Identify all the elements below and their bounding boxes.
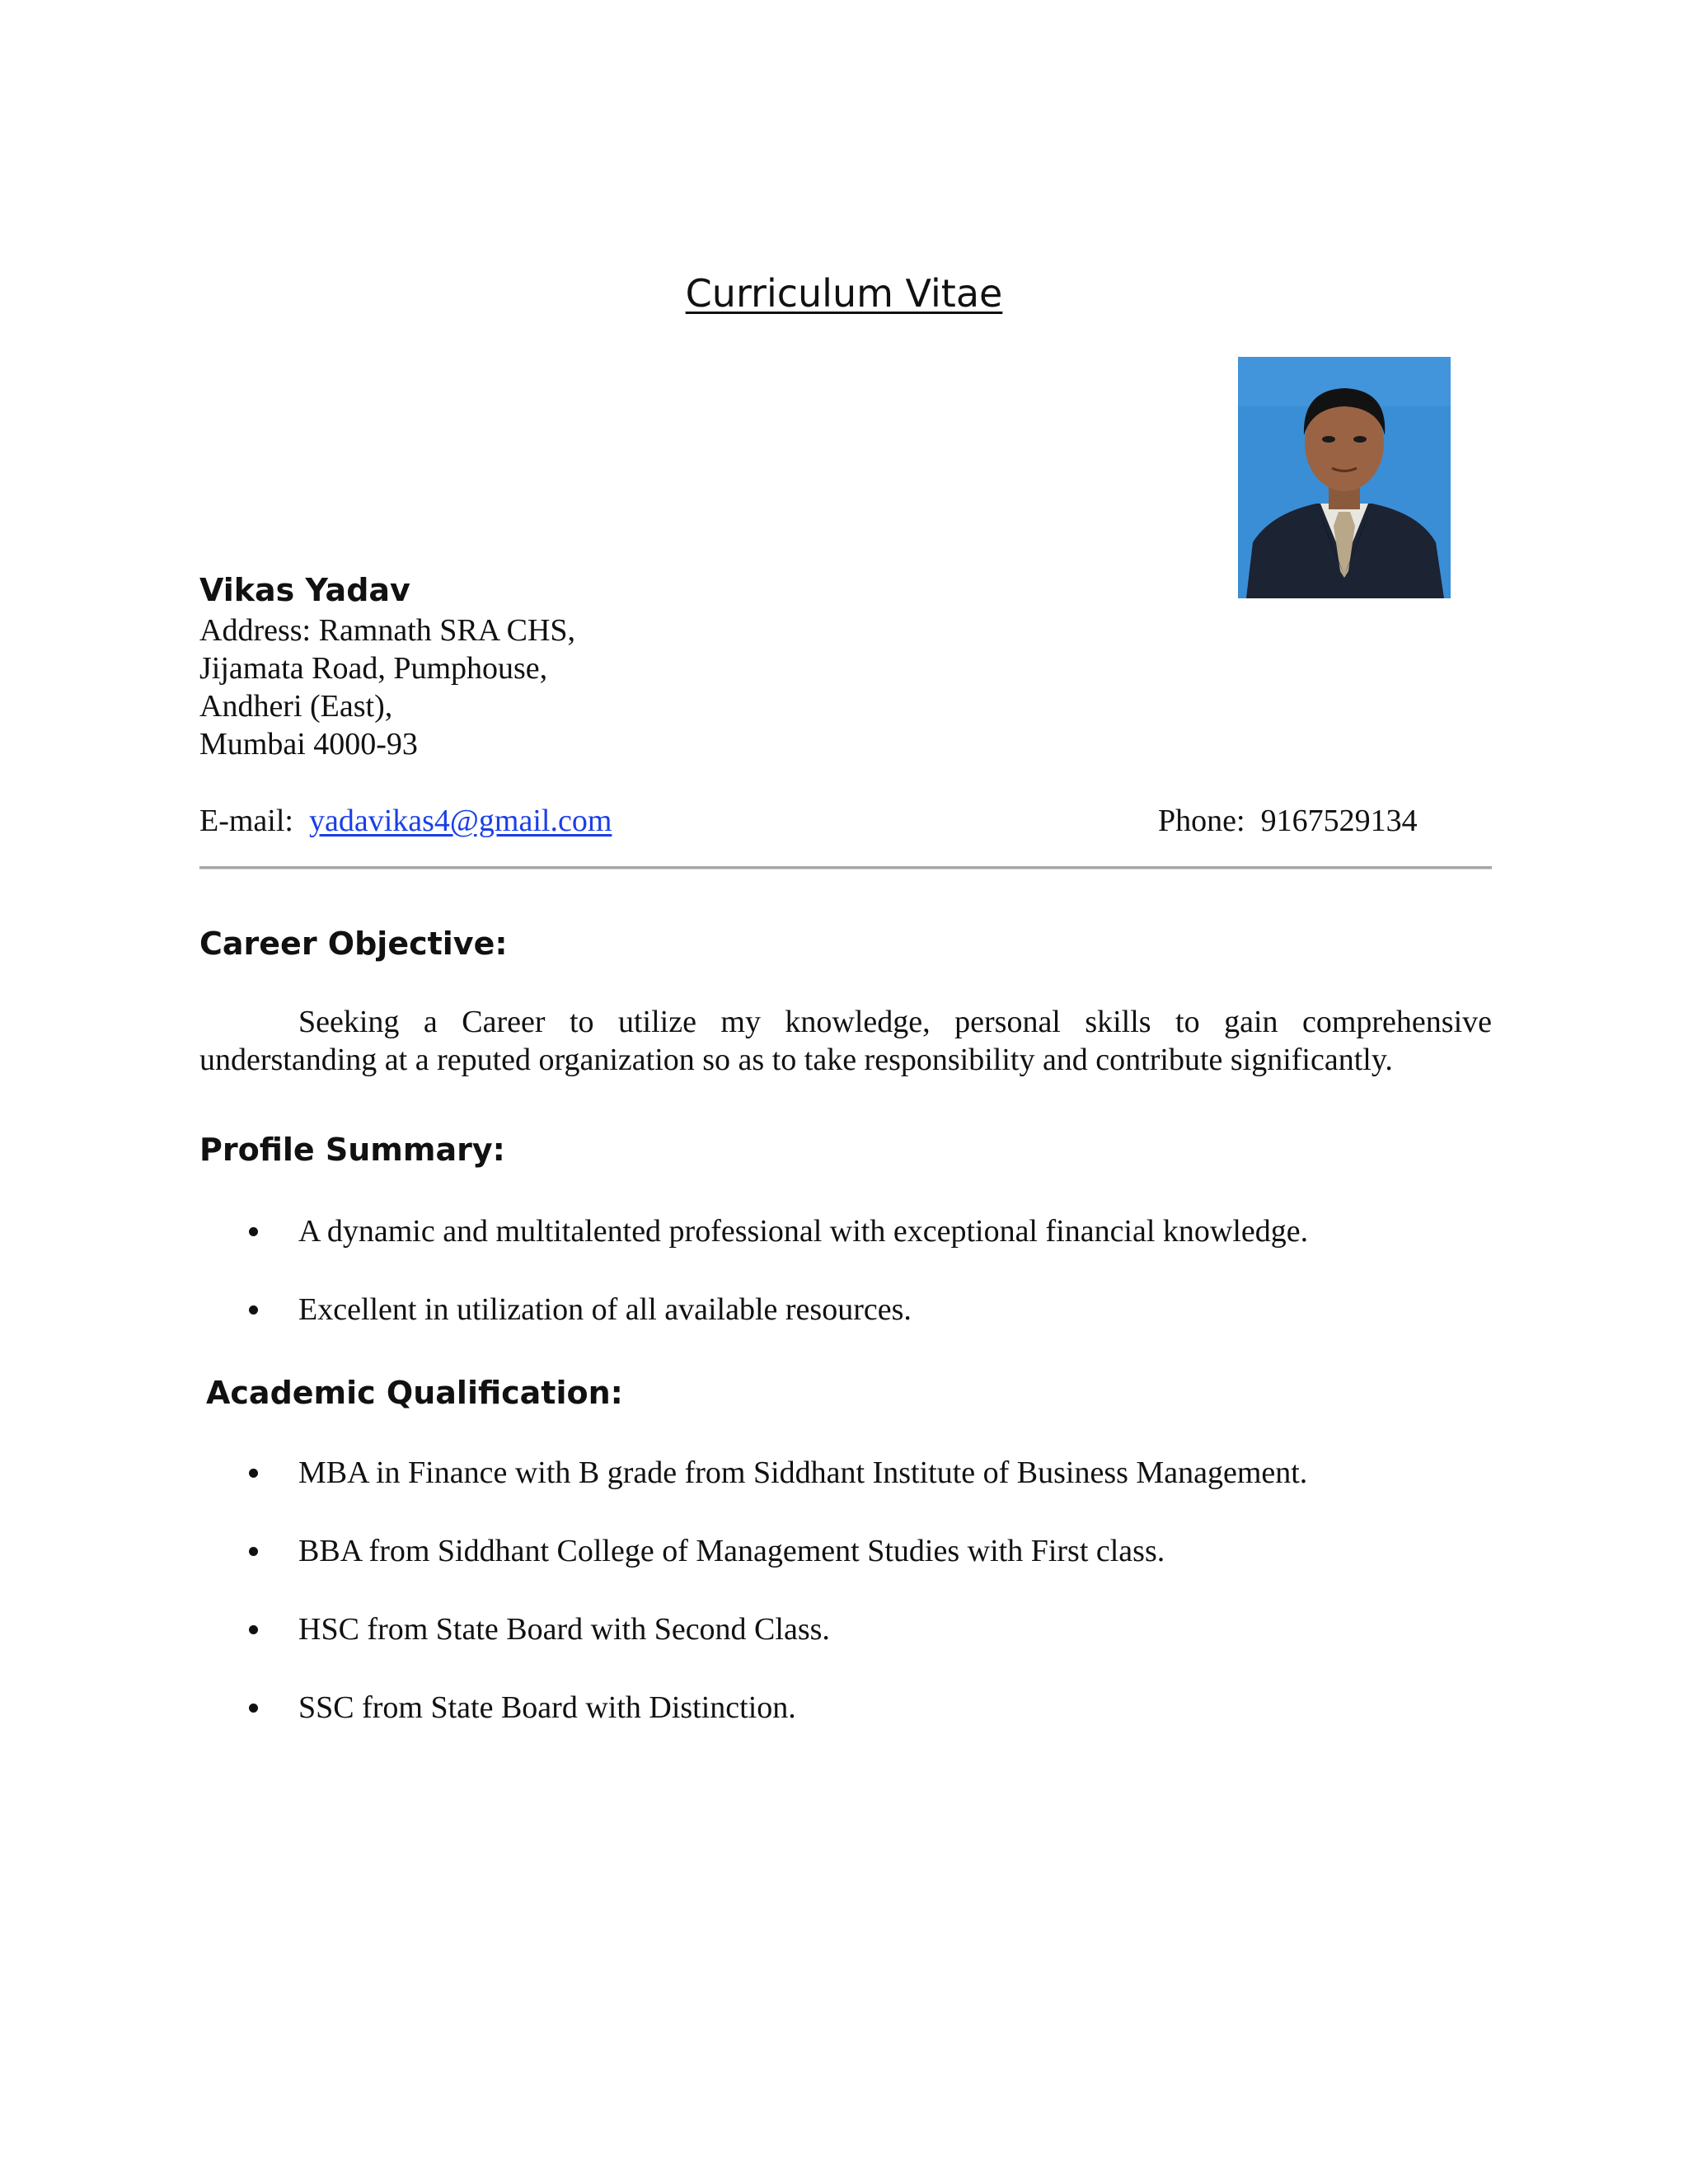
list-item-text: A dynamic and multitalented professional with exceptional financial knowledge.: [298, 1214, 1309, 1249]
academic-qualification-heading: Academic Qualification:: [206, 1375, 623, 1411]
phone-label: Phone:: [1158, 804, 1245, 838]
list-item-text: SSC from State Board with Distinction.: [298, 1690, 796, 1725]
career-objective-text: Seeking a Career to utilize my knowledge, personal skills to gain comprehensive understanding at a reputed organization so as to take responsibility and contribute significantly.: [199, 1005, 1492, 1077]
list-item: [199, 1532, 1307, 1570]
academic-qualification-list: [199, 1454, 1307, 1727]
profile-summary-list: [199, 1212, 1308, 1329]
list-item: [199, 1454, 1307, 1492]
address-block: [199, 612, 575, 763]
list-item-text: Excellent in utilization of all available resources.: [298, 1292, 912, 1327]
document-title: Curriculum Vitae: [685, 271, 1003, 316]
candidate-name: Vikas Yadav: [199, 572, 410, 608]
address-line: Andheri (East),: [199, 689, 393, 724]
address-line: Jijamata Road, Pumphouse,: [199, 651, 548, 686]
bullet-icon: [249, 1625, 258, 1634]
email-block: [199, 802, 612, 840]
phone-block: [1158, 802, 1418, 840]
address-line: Mumbai 4000-93: [199, 727, 418, 762]
bullet-icon: [249, 1704, 258, 1713]
phone-number: 9167529134: [1260, 804, 1418, 838]
bullet-icon: [249, 1305, 258, 1315]
profile-photo: [1238, 357, 1451, 598]
profile-summary-heading: Profile Summary:: [199, 1132, 505, 1168]
list-item-text: BBA from Siddhant College of Management Studies with First class.: [298, 1534, 1165, 1568]
email-label: E-mail:: [199, 804, 293, 838]
email-link[interactable]: yadavikas4@gmail.com: [308, 804, 612, 838]
list-item-text: HSC from State Board with Second Class.: [298, 1612, 830, 1647]
list-item: [199, 1689, 1307, 1727]
header-divider: [199, 866, 1492, 869]
list-item: [199, 1291, 1308, 1329]
career-objective-heading: Career Objective:: [199, 926, 508, 962]
list-item-text: MBA in Finance with B grade from Siddhant Institute of Business Management.: [298, 1455, 1308, 1490]
address-line: Address: Ramnath SRA CHS,: [199, 613, 576, 648]
bullet-icon: [249, 1547, 258, 1556]
bullet-icon: [249, 1227, 258, 1236]
list-item: [199, 1212, 1308, 1250]
bullet-icon: [249, 1469, 258, 1478]
list-item: [199, 1610, 1307, 1648]
